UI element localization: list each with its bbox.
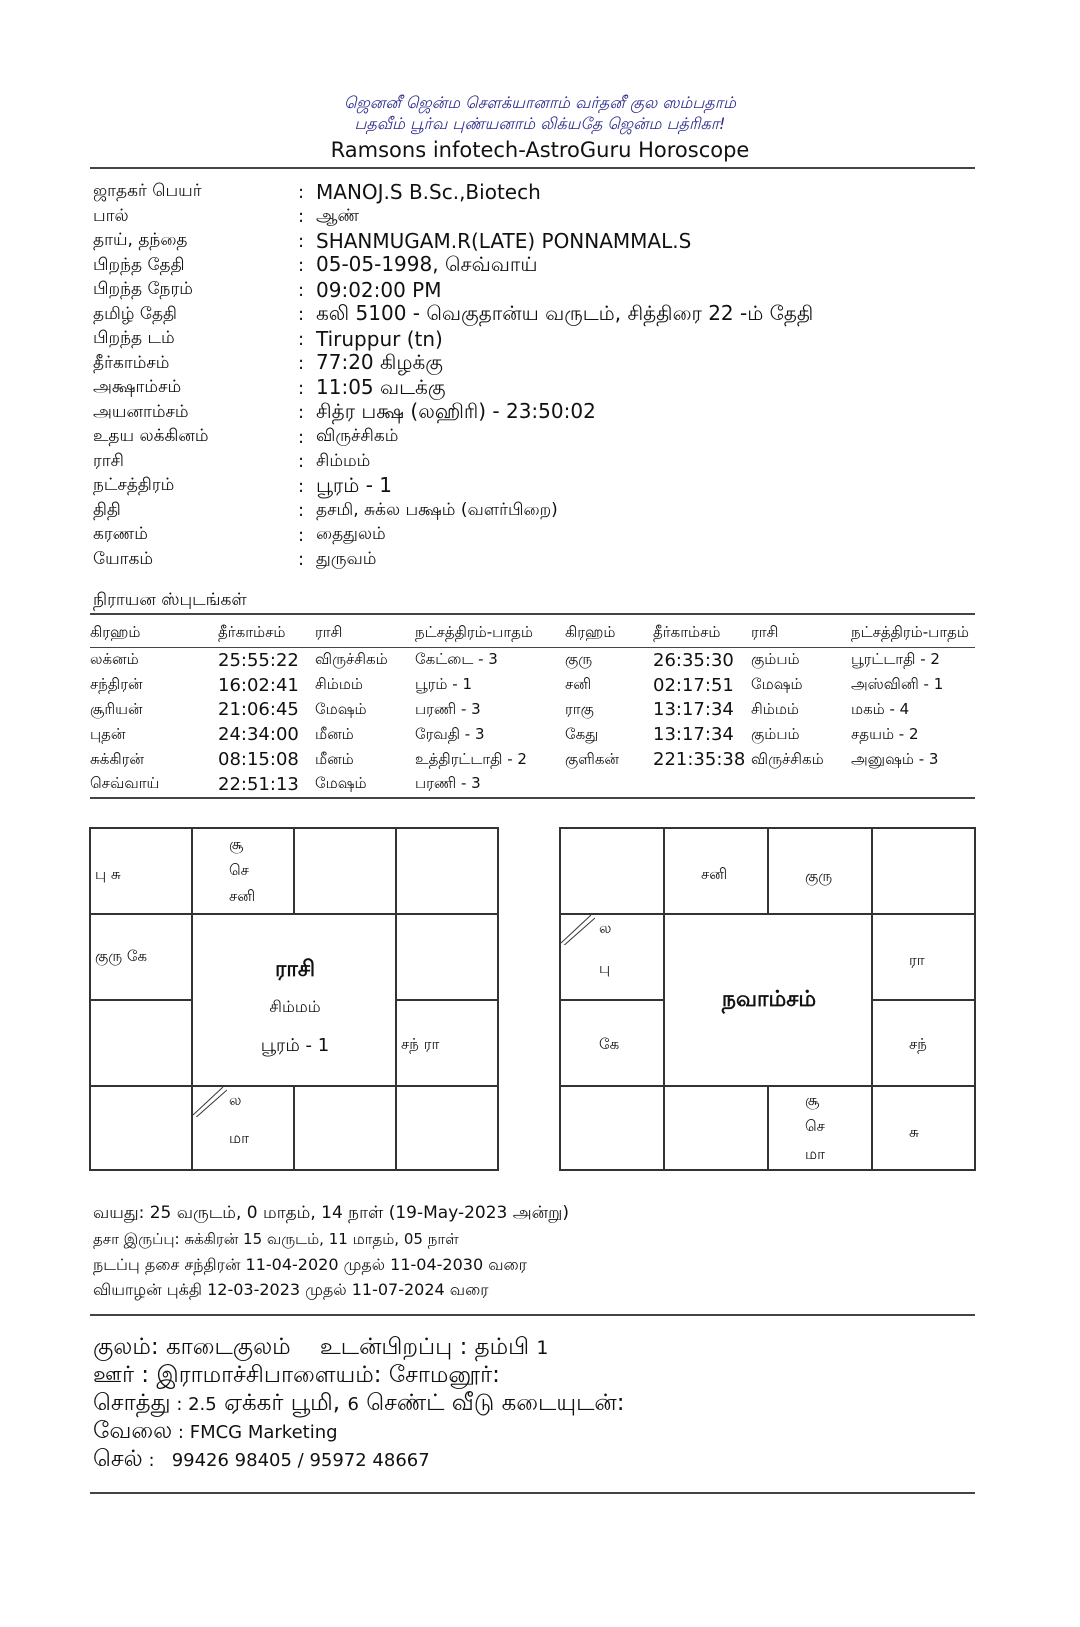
planet-cell: 25:55:22 — [218, 649, 299, 671]
info-colon: : — [298, 475, 305, 497]
info-value: தசமி, சுக்ல பக்ஷம் (வளர்பிறை) — [316, 499, 558, 520]
planet-header: நட்சத்திரம்-பாதம் — [851, 623, 970, 641]
info-row — [93, 499, 973, 524]
info-value: துருவம் — [316, 548, 377, 569]
birth-details — [93, 180, 973, 572]
info-label: பிறந்த நேரம் — [93, 279, 193, 300]
info-row — [93, 425, 973, 450]
planet-cell: சிம்மம் — [751, 699, 799, 718]
sothu-line: சொத்து : 2.5 ஏக்கர் பூமி, 6 செண்ட் வீடு கடையுடன்: — [93, 1390, 625, 1416]
planet-cell — [653, 772, 751, 797]
age-line: வயது: 25 வருடம், 0 மாதம், 14 நாள் (19-May-2023 அன்று) — [93, 1203, 569, 1223]
brand-title: Ramsons infotech-AstroGuru Horoscope — [330, 138, 750, 162]
rasi-house-mithuna — [396, 828, 498, 914]
planet-cell: சந்திரன் — [90, 675, 143, 694]
navamsa-house-tula — [768, 1086, 872, 1170]
info-colon: : — [298, 304, 305, 326]
info-label: தீர்காம்சம் — [93, 352, 170, 373]
info-colon: : — [298, 377, 305, 399]
navamsa-house-vrischika — [664, 1086, 768, 1170]
planet-cell: செவ்வாய் — [90, 774, 160, 793]
planet-cell: மகம் - 4 — [851, 699, 910, 718]
info-row — [93, 278, 973, 303]
planet-cell: மேஷம் — [315, 699, 367, 718]
info-value: பூரம் - 1 — [316, 472, 392, 497]
dasha-balance-line: தசா இருப்பு: சுக்கிரன் 15 வருடம், 11 மாதம், 05 நாள் — [93, 1230, 459, 1248]
kulam-value: காடைகுலம் — [165, 1334, 291, 1360]
info-label: உதய லக்கினம் — [93, 426, 209, 447]
info-value: விருச்சிகம் — [316, 426, 399, 447]
planet-row — [90, 698, 991, 723]
info-value: கலி 5100 - வெகுதான்ய வருடம், சித்திரை 22 -ம் தேதி — [316, 301, 814, 326]
navamsa-title: நவாம்சம் — [721, 987, 817, 1012]
planet-cell: புதன் — [90, 724, 126, 743]
planet-cell: சிம்மம் — [315, 675, 363, 694]
info-label: பால் — [93, 205, 129, 226]
info-label: தமிழ் தேதி — [93, 303, 177, 324]
planet-cell: பூரட்டாதி - 2 — [851, 650, 940, 669]
info-colon: : — [298, 353, 305, 375]
divider — [90, 167, 975, 169]
info-label: நட்சத்திரம் — [93, 475, 175, 496]
info-row — [93, 180, 973, 205]
navamsa-house-text: செ — [805, 1117, 825, 1135]
rasi-house-makara — [90, 1000, 192, 1086]
sothu-acres: 2.5 — [188, 1394, 217, 1415]
info-colon: : — [298, 524, 305, 546]
rasi-house-kataka — [396, 914, 498, 1000]
info-label: தாய், தந்தை — [93, 230, 188, 251]
divider — [90, 1314, 975, 1316]
lagna-marker-icon — [561, 915, 595, 945]
cell-value: 99426 98405 / 95972 48667 — [171, 1450, 430, 1471]
planet-cell — [751, 772, 851, 797]
info-row — [93, 229, 973, 254]
navamsa-house-simha — [872, 1000, 975, 1086]
sibling-count: 1 — [536, 1337, 549, 1359]
planet-cell: 16:02:41 — [218, 674, 299, 696]
navamsa-house-text: கே — [599, 1035, 620, 1053]
navamsa-house-text: ரா — [909, 951, 925, 969]
info-colon: : — [298, 426, 305, 448]
sothu-cents: 6 — [347, 1394, 359, 1415]
info-value: Tiruppur (tn) — [316, 327, 443, 352]
info-row — [93, 376, 973, 401]
info-colon: : — [298, 549, 305, 571]
navamsa-house-text: மா — [805, 1145, 825, 1163]
planet-cell: உத்திரட்டாதி - 2 — [415, 749, 527, 768]
planet-cell: 21:06:45 — [218, 699, 299, 721]
rasi-house-vrischika — [192, 1086, 294, 1170]
planet-cell: 22:51:13 — [218, 773, 299, 795]
rasi-house-text: சூ — [229, 835, 244, 853]
rasi-house-text: செ — [229, 861, 249, 879]
planet-cell: மேஷம் — [315, 774, 367, 793]
info-row — [93, 327, 973, 352]
rasi-house-text: மா — [229, 1129, 249, 1147]
info-label: கரணம் — [93, 524, 148, 545]
planet-cell: சுக்கிரன் — [90, 749, 144, 768]
rasi-house-tula — [294, 1086, 396, 1170]
planet-header: கிரஹம் — [90, 623, 141, 641]
cell-label: செல் — [93, 1446, 143, 1472]
info-colon: : — [298, 402, 305, 424]
navamsa-chart — [559, 827, 976, 1171]
planet-cell: கேட்டை - 3 — [415, 650, 498, 669]
rasi-house-text: பு சு — [95, 865, 121, 883]
planet-row — [90, 747, 991, 772]
cell-line: செல் : 99426 98405 / 95972 48667 — [93, 1446, 430, 1472]
divider — [90, 797, 975, 799]
planet-cell: மீனம் — [315, 724, 354, 743]
planet-cell: விருச்சிகம் — [751, 749, 824, 768]
planet-header: ராசி — [751, 623, 779, 641]
info-value: 05-05-1998, செவ்வாய் — [316, 252, 538, 277]
planet-cell: கும்பம் — [751, 650, 800, 669]
divider — [90, 647, 975, 648]
navamsa-house-dhanus — [560, 1086, 664, 1170]
planets-section-title: நிராயன ஸ்புடங்கள் — [93, 590, 247, 610]
planet-cell: குளிகன் — [565, 749, 619, 768]
info-row — [93, 523, 973, 548]
info-label: ராசி — [93, 450, 124, 471]
navamsa-house-kataka — [872, 914, 975, 1000]
planet-cell: மீனம் — [315, 749, 354, 768]
navamsa-house-meena — [560, 828, 664, 914]
lagna-marker-icon — [193, 1087, 227, 1117]
info-colon: : — [298, 328, 305, 350]
rasi-house-meena — [90, 828, 192, 914]
info-label: பிறந்த டம் — [93, 328, 175, 349]
info-value: MANOJ.S B.Sc.,Biotech — [316, 180, 541, 205]
info-value: சிம்மம் — [316, 450, 371, 471]
info-row — [93, 303, 973, 328]
velai-line: வேலை : FMCG Marketing — [93, 1418, 338, 1444]
rasi-house-text: சனி — [229, 887, 256, 905]
oor-line: ஊர் : இராமாச்சிபாளையம்: சோமனூர்: — [93, 1362, 500, 1388]
planet-cell: 24:34:00 — [218, 724, 299, 746]
info-label: திதி — [93, 499, 121, 520]
sibling-label: உடன்பிறப்பு — [319, 1334, 453, 1360]
navamsa-house-text: சந் — [909, 1035, 927, 1053]
navamsa-house-kumbha — [560, 914, 664, 1000]
info-colon: : — [298, 451, 305, 473]
info-row — [93, 474, 973, 499]
info-value: தைதுலம் — [316, 524, 386, 545]
planet-cell: பூரம் - 1 — [415, 675, 472, 694]
info-label: அக்ஷாம்சம் — [93, 377, 182, 398]
planet-row — [90, 772, 991, 797]
rasi-house-rishaba — [294, 828, 396, 914]
sloka-line-2: பதவீம் பூர்வ புண்யனாம் லிக்யதே ஜென்ம பத்ரிகா! — [354, 114, 726, 133]
info-label: ஜாதகர் பெயர் — [93, 181, 202, 202]
navamsa-house-mesha — [664, 828, 768, 914]
rasi-house-mesha — [192, 828, 294, 914]
planet-header: ராசி — [315, 623, 343, 641]
planet-cell: 13:17:34 — [653, 724, 734, 746]
navamsa-house-text: சு — [909, 1123, 919, 1141]
planet-cell: விருச்சிகம் — [315, 650, 388, 669]
info-value: 09:02:00 PM — [316, 278, 442, 303]
info-label: அயனாம்சம் — [93, 401, 189, 422]
planet-cell: அனுஷம் - 3 — [851, 749, 939, 768]
planet-cell — [851, 772, 991, 797]
navamsa-house-mithuna — [872, 828, 975, 914]
rasi-house-kumbha — [90, 914, 192, 1000]
planet-cell: கும்பம் — [751, 724, 800, 743]
info-value: SHANMUGAM.R(LATE) PONNAMMAL.S — [316, 229, 692, 254]
info-value: ஆண் — [316, 205, 360, 226]
current-dasha-line: நடப்பு தசை சந்திரன் 11-04-2020 முதல் 11-04-2030 வரை — [93, 1255, 527, 1274]
planet-cell: 02:17:51 — [653, 674, 734, 696]
planet-row — [90, 648, 991, 673]
planet-header: தீர்காம்சம் — [218, 623, 286, 641]
rasi-house-text: குரு கே — [95, 947, 148, 965]
info-value: சித்ர பக்ஷ (லஹிரி) - 23:50:02 — [316, 399, 596, 424]
planet-cell: மேஷம் — [751, 675, 803, 694]
rasi-chart — [89, 827, 499, 1171]
sothu-land: ஏக்கர் பூமி, — [224, 1390, 341, 1416]
rasi-title: ராசி — [274, 957, 316, 982]
info-label: யோகம் — [93, 548, 154, 569]
rasi-house-text: ல — [229, 1091, 242, 1109]
divider — [90, 1492, 975, 1494]
planet-cell: குரு — [565, 650, 593, 669]
rasi-center — [192, 914, 396, 1086]
info-label: பிறந்த தேதி — [93, 254, 185, 275]
info-colon: : — [298, 255, 305, 277]
rasi-house-simha — [396, 1000, 498, 1086]
kulam-line: குலம்: காடைகுலம் உடன்பிறப்பு : தம்பி 1 — [93, 1334, 549, 1360]
info-colon: : — [298, 279, 305, 301]
info-row — [93, 205, 973, 230]
planet-cell: கேது — [565, 724, 599, 743]
info-row — [93, 352, 973, 377]
rasi-house-kanni — [396, 1086, 498, 1170]
planet-cell — [565, 772, 653, 797]
sloka-line-1: ஜெனனீ ஜென்ம சௌக்யானாம் வர்தனீ குல ஸம்பதாம் — [344, 93, 736, 112]
planet-row — [90, 673, 991, 698]
planet-cell: 08:15:08 — [218, 749, 299, 771]
planet-cell: பரணி - 3 — [415, 699, 481, 718]
oor-value: இராமாச்சிபாளையம்: சோமனூர்: — [156, 1362, 500, 1388]
planet-row — [90, 722, 991, 747]
planet-cell: ராகு — [565, 699, 594, 718]
planet-cell: அஸ்வினி - 1 — [851, 675, 944, 694]
planet-cell: லக்னம் — [90, 650, 139, 669]
velai-label: வேலை — [93, 1418, 173, 1444]
rasi-house-dhanus — [90, 1086, 192, 1170]
info-colon: : — [298, 181, 305, 203]
info-row — [93, 401, 973, 426]
navamsa-house-rishaba — [768, 828, 872, 914]
oor-label: ஊர் — [93, 1362, 134, 1388]
sothu-house: செண்ட் வீடு கடையுடன்: — [366, 1390, 625, 1416]
planet-cell: பரணி - 3 — [415, 774, 481, 793]
planet-cell: சூரியன் — [90, 699, 143, 718]
planet-positions-table — [90, 618, 991, 797]
planet-cell: 26:35:30 — [653, 649, 734, 671]
info-colon: : — [298, 500, 305, 522]
planet-cell: சனி — [565, 675, 592, 694]
velai-value: FMCG Marketing — [189, 1422, 338, 1443]
rasi-house-text: சந் ரா — [401, 1035, 440, 1053]
info-row — [93, 450, 973, 475]
info-colon: : — [298, 230, 305, 252]
planet-cell: சதயம் - 2 — [851, 724, 919, 743]
rasi-sign: சிம்மம் — [269, 997, 321, 1016]
divider — [90, 613, 975, 615]
navamsa-house-text: குரு — [805, 867, 833, 885]
kulam-label: குலம் — [93, 1334, 151, 1360]
info-colon: : — [298, 206, 305, 228]
navamsa-house-text: சனி — [701, 865, 728, 883]
planet-cell: 13:17:34 — [653, 699, 734, 721]
planet-cell: ரேவதி - 3 — [415, 724, 485, 743]
navamsa-house-kanni — [872, 1086, 975, 1170]
current-bhukti-line: வியாழன் புக்தி 12-03-2023 முதல் 11-07-2024 வரை — [93, 1280, 489, 1299]
planet-header: கிரஹம் — [565, 623, 616, 641]
info-value: 11:05 வடக்கு — [316, 374, 446, 399]
planet-header: நட்சத்திரம்-பாதம் — [415, 623, 534, 641]
planet-header: தீர்காம்சம் — [653, 623, 721, 641]
navamsa-house-text: ல — [599, 919, 612, 937]
sibling-value: தம்பி — [474, 1334, 530, 1360]
navamsa-house-makara — [560, 1000, 664, 1086]
planet-cell: 221:35:38 — [653, 749, 746, 771]
sothu-label: சொத்து — [93, 1390, 171, 1416]
info-row — [93, 548, 973, 573]
navamsa-center — [664, 914, 872, 1086]
navamsa-house-text: பு — [599, 959, 611, 977]
rasi-star: பூரம் - 1 — [260, 1035, 330, 1056]
info-row — [93, 254, 973, 279]
info-value: 77:20 கிழக்கு — [316, 350, 443, 375]
navamsa-house-text: சூ — [805, 1091, 820, 1109]
